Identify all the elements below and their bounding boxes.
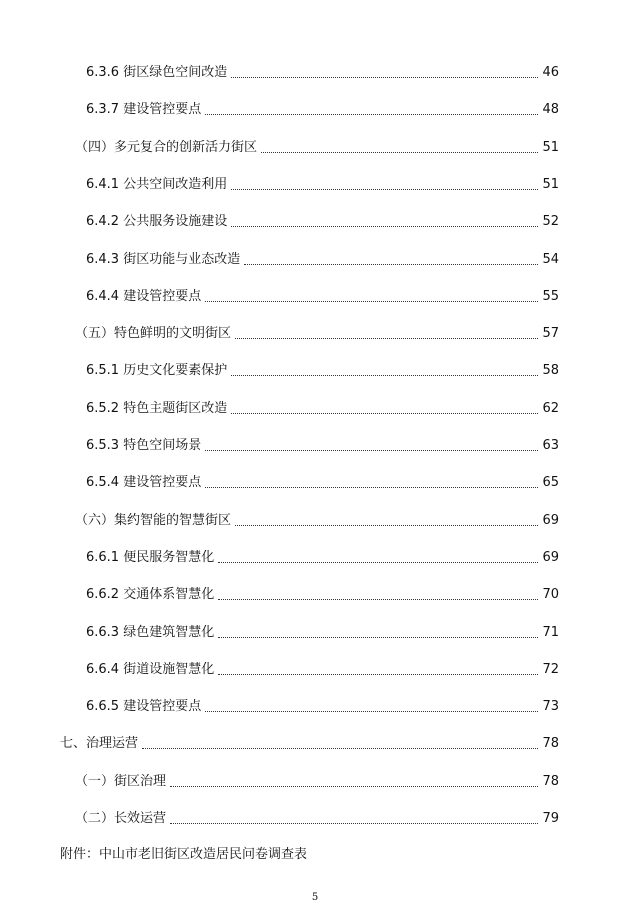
toc-entry[interactable] <box>86 282 559 306</box>
toc-entry[interactable] <box>86 207 559 231</box>
toc-dot-leader <box>231 375 538 376</box>
toc-entry[interactable] <box>86 431 559 455</box>
toc-entry-title: 6.4.3 街区功能与业态改造 <box>86 252 241 267</box>
toc-dot-leader <box>235 338 538 339</box>
toc-entry-page-number: 48 <box>542 102 559 117</box>
toc-entry-title: （一）街区治理 <box>75 774 167 789</box>
toc-entry-title: 6.3.7 建设管控要点 <box>86 102 202 117</box>
toc-entry-page-number: 63 <box>542 438 559 453</box>
toc-entry[interactable] <box>75 767 559 791</box>
toc-entry-page-number: 73 <box>542 699 559 714</box>
toc-entry-page-number: 62 <box>542 401 559 416</box>
toc-dot-leader <box>205 450 538 451</box>
toc-entry[interactable] <box>86 468 559 492</box>
toc-entry-page-number: 69 <box>542 513 559 528</box>
toc-entry-title: 6.6.5 建设管控要点 <box>86 699 202 714</box>
toc-dot-leader <box>218 674 538 675</box>
toc-dot-leader <box>231 226 538 227</box>
toc-entry-page-number: 78 <box>542 774 559 789</box>
toc-entry-page-number: 78 <box>542 736 559 751</box>
toc-entry-title: 6.6.1 便民服务智慧化 <box>86 550 215 565</box>
toc-dot-leader <box>205 711 538 712</box>
toc-entry[interactable] <box>86 394 559 418</box>
toc-dot-leader <box>170 786 538 787</box>
toc-entry-page-number: 79 <box>542 811 559 826</box>
toc-entry[interactable] <box>75 804 559 828</box>
toc-dot-leader <box>235 525 538 526</box>
toc-entry-title: 6.3.6 街区绿色空间改造 <box>86 65 228 80</box>
toc-dot-leader <box>205 301 538 302</box>
toc-entry-page-number: 52 <box>542 214 559 229</box>
page-number: 5 <box>311 892 319 903</box>
toc-dot-leader <box>231 413 538 414</box>
toc-entry-page-number: 58 <box>542 363 559 378</box>
toc-entry-title: 6.4.4 建设管控要点 <box>86 289 202 304</box>
toc-entry[interactable] <box>75 506 559 530</box>
toc-entry-page-number: 69 <box>542 550 559 565</box>
toc-dot-leader <box>218 562 538 563</box>
toc-entry-title: （六）集约智能的智慧街区 <box>75 513 232 528</box>
toc-entry-title: 6.5.3 特色空间场景 <box>86 438 202 453</box>
appendix-note: 附件：中山市老旧街区改造居民问卷调查表 <box>60 847 308 862</box>
toc-entry[interactable] <box>86 245 559 269</box>
toc-entry[interactable] <box>86 170 559 194</box>
toc-entry[interactable] <box>86 618 559 642</box>
toc-entry-title: （二）长效运营 <box>75 811 167 826</box>
toc-entry-page-number: 54 <box>542 252 559 267</box>
toc-dot-leader <box>205 114 538 115</box>
toc-entry-title: 6.5.4 建设管控要点 <box>86 475 202 490</box>
toc-entry[interactable] <box>86 356 559 380</box>
toc-entry-page-number: 51 <box>542 140 559 155</box>
toc-entry-page-number: 71 <box>542 625 559 640</box>
toc-entry-title: 6.4.1 公共空间改造利用 <box>86 177 228 192</box>
toc-entry[interactable] <box>86 58 559 82</box>
toc-entry[interactable] <box>86 692 559 716</box>
toc-entry[interactable] <box>86 543 559 567</box>
toc-entry[interactable] <box>75 133 559 157</box>
toc-entry-title: 6.5.1 历史文化要素保护 <box>86 363 228 378</box>
toc-entry-title: 6.6.3 绿色建筑智慧化 <box>86 625 215 640</box>
toc-entry-title: （四）多元复合的创新活力街区 <box>75 140 258 155</box>
toc-dot-leader <box>231 189 538 190</box>
toc-entry-page-number: 70 <box>542 587 559 602</box>
toc-entry-title: 6.5.2 特色主题街区改造 <box>86 401 228 416</box>
toc-entry-title: 七、治理运营 <box>60 736 139 751</box>
toc-entry[interactable] <box>75 319 559 343</box>
toc-entry[interactable] <box>60 729 559 753</box>
toc-entry-title: 6.6.2 交通体系智慧化 <box>86 587 215 602</box>
toc-dot-leader <box>205 487 538 488</box>
toc-entry-title: （五）特色鲜明的文明街区 <box>75 326 232 341</box>
toc-dot-leader <box>261 152 538 153</box>
toc-dot-leader <box>218 637 538 638</box>
toc-entry-page-number: 55 <box>542 289 559 304</box>
toc-entry-title: 6.6.4 街道设施智慧化 <box>86 662 215 677</box>
toc-entry-title: 6.4.2 公共服务设施建设 <box>86 214 228 229</box>
toc-entry-page-number: 65 <box>542 475 559 490</box>
toc-dot-leader <box>142 748 538 749</box>
toc-dot-leader <box>231 77 538 78</box>
toc-dot-leader <box>218 599 538 600</box>
toc-dot-leader <box>244 264 538 265</box>
toc-entry-page-number: 46 <box>542 65 559 80</box>
toc-entry[interactable] <box>86 95 559 119</box>
toc-entry-page-number: 51 <box>542 177 559 192</box>
toc-entry[interactable] <box>86 580 559 604</box>
toc-entry[interactable] <box>86 655 559 679</box>
toc-dot-leader <box>170 823 538 824</box>
toc-entry-page-number: 72 <box>542 662 559 677</box>
toc-entry-page-number: 57 <box>542 326 559 341</box>
